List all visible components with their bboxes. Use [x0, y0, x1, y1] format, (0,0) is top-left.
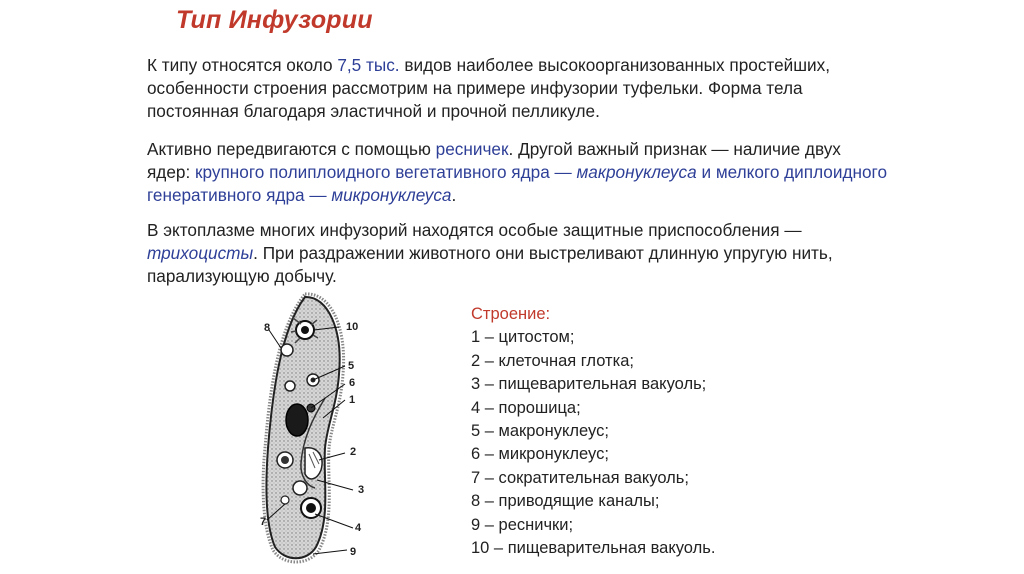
nuclei-text-mid: . Другой важный признак — наличие двух ядер: — [147, 139, 841, 182]
species-count: 7,5 тыс. — [337, 55, 400, 75]
diagram-label: 2 — [350, 446, 357, 458]
food-vacuole — [285, 381, 295, 391]
trichocyst-text-start: В эктоплазме многих инфузорий находятся особые защитные приспособления — — [147, 220, 802, 240]
cilia-term: ресничек — [435, 139, 509, 159]
diagram-label: 9 — [350, 546, 357, 558]
macronucleus — [286, 404, 308, 436]
macronucleus-description: крупного полиплоидного вегетативного ядра — — [195, 162, 577, 182]
structure-item: 6 – микронуклеус; — [471, 445, 609, 464]
trichocyst-text-end: . При раздражении животного они выстреливают длинную упругую нить, парализующую добычу. — [147, 243, 833, 286]
diagram-label: 1 — [349, 394, 356, 406]
trichocyst-paragraph — [147, 219, 887, 288]
intro-text-start: К типу относятся около — [147, 55, 338, 75]
food-vacuole — [281, 344, 293, 356]
structure-item: 7 – сократительная вакуоль; — [471, 468, 689, 487]
diagram-label: 5 — [348, 360, 355, 372]
macronucleus-term: макронуклеуса — [576, 162, 697, 182]
cytoproct — [281, 496, 289, 504]
structure-item: 9 – реснички; — [471, 515, 574, 534]
diagram-label: 8 — [264, 322, 271, 334]
structure-title: Строение: — [471, 305, 551, 323]
diagram-label: 4 — [355, 522, 362, 534]
nuclei-text-start: Активно передвигаются с помощью — [147, 139, 436, 159]
structure-list — [471, 303, 871, 560]
diagram-label: 7 — [260, 516, 267, 528]
nuclei-text-end: . — [451, 185, 457, 205]
structure-item: 8 – приводящие каналы; — [471, 492, 660, 511]
food-vacuole-lower — [293, 481, 307, 495]
intro-text-end: видов наиболее высокоорганизованных простейших, особенности строения рассмотрим на примере инфузории туфельки. Форма тела постоянная благодаря эластичной и прочной пелликуле. — [147, 55, 831, 121]
structure-item: 4 – порошица; — [471, 398, 581, 417]
structure-item: 10 – пищеварительная вакуоль. — [471, 539, 716, 558]
structure-item: 1 – цитостом; — [471, 328, 575, 347]
diagram-label: 3 — [358, 484, 365, 496]
micronucleus-term: микронуклеуса — [331, 185, 452, 205]
structure-item: 5 – макронуклеус; — [471, 422, 609, 441]
diagram-label: 10 — [346, 321, 359, 333]
structure-item: 2 – клеточная глотка; — [471, 351, 634, 370]
nuclei-paragraph — [147, 138, 887, 207]
diagram-label: 6 — [349, 377, 356, 389]
trichocyst-term: трихоцисты — [147, 243, 254, 263]
page-title: Тип Инфузории — [176, 6, 373, 34]
intro-paragraph — [147, 54, 887, 123]
micronucleus-description: и мелкого диплоидного генеративного ядра — — [147, 162, 888, 205]
structure-item: 3 – пищеварительная вакуоль; — [471, 375, 707, 394]
